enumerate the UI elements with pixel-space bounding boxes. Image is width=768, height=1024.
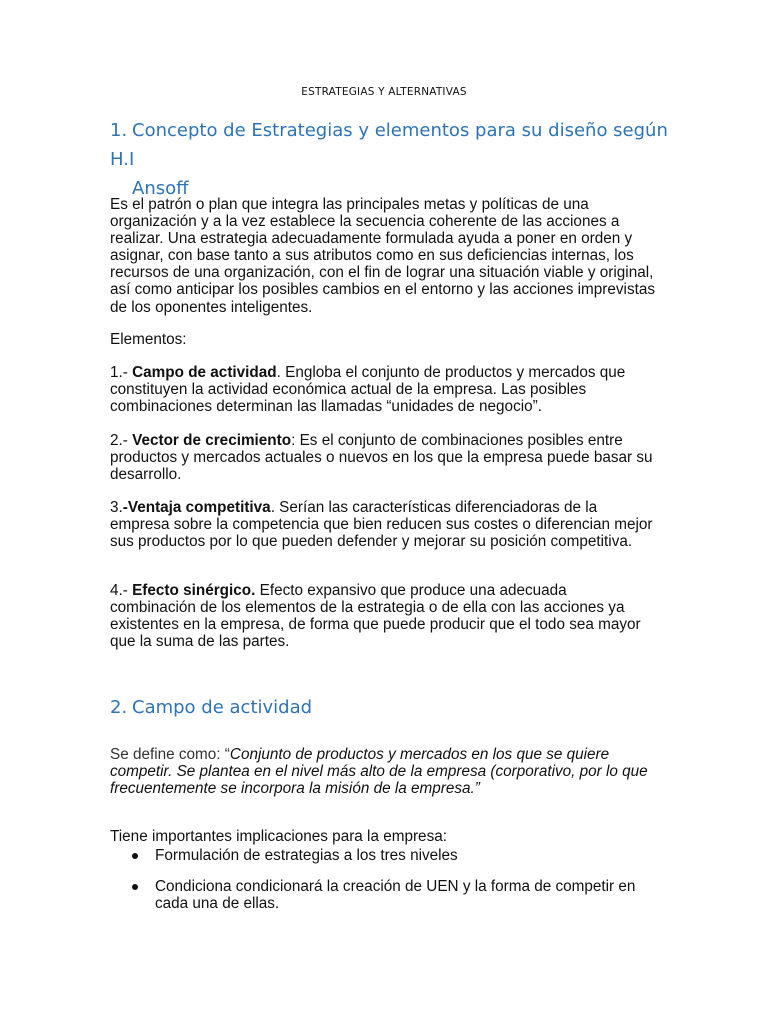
implications-list (130, 847, 650, 924)
element-item-1-text: . Engloba el conjunto de productos y mercados que constituyen la actividad económica actual de la empresa. Las posibles combinaciones determinan las llamadas “unidades de negocio”. (110, 364, 626, 416)
element-item-2-text: : Es el conjunto de combinaciones posibles entre productos y mercados actuales o nuevos en los que la empresa puede basar su desarrollo. (110, 432, 653, 484)
section-1-intro: Es el patrón o plan que integra las principales metas y políticas de una organización y a la vez establece la secuencia coherente de las acciones a realizar. Una estrategia adecuadamente formulada ayuda a poner en orden y asignar, con base tanto a sus atributos como en sus deficiencias internas, los recursos de una organización, con el fin de lograr una situación viable y original, así como anticipar los posibles cambios en el entorno y las acciones imprevistas de los oponentes inteligentes. (110, 196, 655, 316)
element-item-2 (110, 432, 655, 483)
list-item-text: Condiciona condicionará la creación de UEN y la forma de competir en cada una de ellas. (155, 878, 636, 913)
section-1-heading-line2: Ansoff (132, 178, 189, 199)
element-item-4-term: Efecto sinérgico. (132, 582, 256, 599)
definition-quote: Conjunto de productos y mercados en los que se quiere competir. Se plantea en el nivel más alto de la empresa (corporativo, por lo que frecuentemente se incorpora la misión de la empresa.” (110, 746, 648, 798)
element-item-1-prefix: 1.- (110, 364, 133, 381)
elements-label: Elementos: (110, 331, 187, 348)
document-title: ESTRATEGIAS Y ALTERNATIVAS (301, 86, 467, 98)
bullet-icon (132, 853, 138, 859)
element-item-3-term: -Ventaja competitiva (122, 499, 271, 516)
list-item (130, 847, 650, 864)
implications-intro: Tiene importantes implicaciones para la empresa: (110, 828, 447, 845)
section-1-number: 1. (110, 120, 128, 141)
element-item-3 (110, 499, 655, 550)
element-item-3-text: . Serían las características diferenciadoras de la empresa sobre la competencia que bien reducen sus costes o diferencian mejor sus productos por lo que pueden defender y mejorar su posición competitiva. (110, 499, 653, 551)
section-2-number: 2. (110, 697, 128, 718)
section-2-heading-text: Campo de actividad (132, 697, 313, 718)
section-1-heading (110, 116, 670, 203)
list-item (130, 878, 650, 912)
element-item-1-term: Campo de actividad (132, 364, 277, 381)
section-2-definition (110, 746, 655, 797)
bullet-icon (132, 884, 138, 890)
element-item-2-prefix: 2.- (110, 432, 133, 449)
definition-lead: Se define como: “ (110, 746, 230, 763)
element-item-3-prefix: 3. (110, 499, 123, 516)
list-item-text: Formulación de estrategias a los tres niveles (155, 847, 458, 864)
section-1-heading-line1: Concepto de Estrategias y elementos para su diseño según H.I (110, 120, 668, 170)
element-item-2-term: Vector de crecimiento (132, 432, 292, 449)
section-2-heading (110, 693, 670, 722)
element-item-1 (110, 364, 655, 415)
element-item-4-text: Efecto expansivo que produce una adecuada combinación de los elementos de la estrategia o de ella con las acciones ya existentes en la empresa, de forma que puede producir que el todo sea mayor que la suma de las partes. (110, 582, 641, 651)
element-item-4-prefix: 4.- (110, 582, 133, 599)
element-item-4 (110, 582, 655, 650)
